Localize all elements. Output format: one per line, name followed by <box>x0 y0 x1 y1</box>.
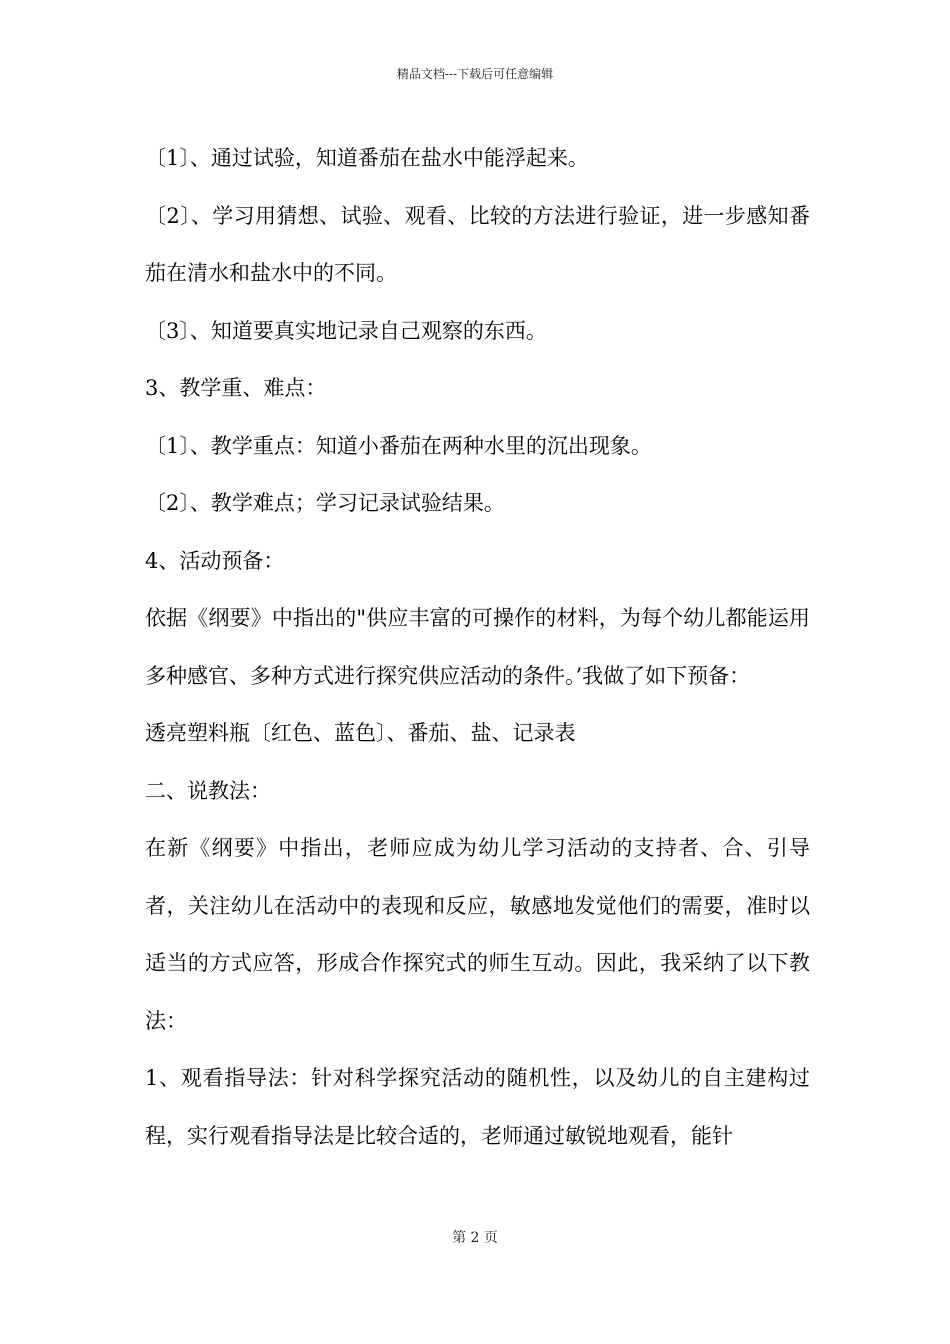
paragraph-goal-1: 〔1〕、通过试验，知道番茄在盐水中能浮起来。 <box>145 146 589 170</box>
paragraph-teaching-methods: 在新《纲要》中指出，老师应成为幼儿学习活动的支持者、合、引导者，关注幼儿在活动中的表现和反应，敏感地发觉他们的需要，准时以适当的方式应答，形成合作探究式的师生互动。因此，我采纳了以下教法： <box>145 836 810 1033</box>
section-heading-key-points: 3、教学重、难点： <box>145 376 327 400</box>
paragraph-preparation: 依据《纲要》中指出的"供应丰富的可操作的材料，为每个幼儿都能运用多种感官、多种方式进行探究供应活动的条件。’我做了如下预备： <box>145 606 810 688</box>
page-footer <box>0 1229 950 1247</box>
section-heading-teaching-methods: 二、说教法： <box>145 778 271 803</box>
section-heading-preparation: 4、活动预备： <box>145 548 285 573</box>
footer-prefix: 第 <box>452 1230 467 1246</box>
footer-suffix: 页 <box>483 1230 498 1246</box>
paragraph-materials: 透亮塑料瓶〔红色、蓝色〕、番茄、盐、记录表 <box>145 721 576 745</box>
paragraph-key-point: 〔1〕、教学重点：知道小番茄在两种水里的沉出现象。 <box>145 433 652 458</box>
page-header: 精品文档---下载后可任意编辑 <box>396 67 554 81</box>
page-number: 2 <box>470 1230 480 1246</box>
paragraph-observation-method: 1、观看指导法：针对科学探究活动的随机性，以及幼儿的自主建构过程，实行观看指导法是比较合适的，老师通过敏锐地观看，能针 <box>145 1066 810 1148</box>
document-body <box>145 130 810 1165</box>
paragraph-goal-3: 〔3〕、知道要真实地记录自己观察的东西。 <box>145 318 547 343</box>
paragraph-difficult-point: 〔2〕、教学难点；学习记录试验结果。 <box>145 491 505 515</box>
paragraph-goal-2: 〔2〕、学习用猜想、试验、观看、比较的方法进行验证，进一步感知番茄在清水和盐水中的不同。 <box>145 203 810 285</box>
